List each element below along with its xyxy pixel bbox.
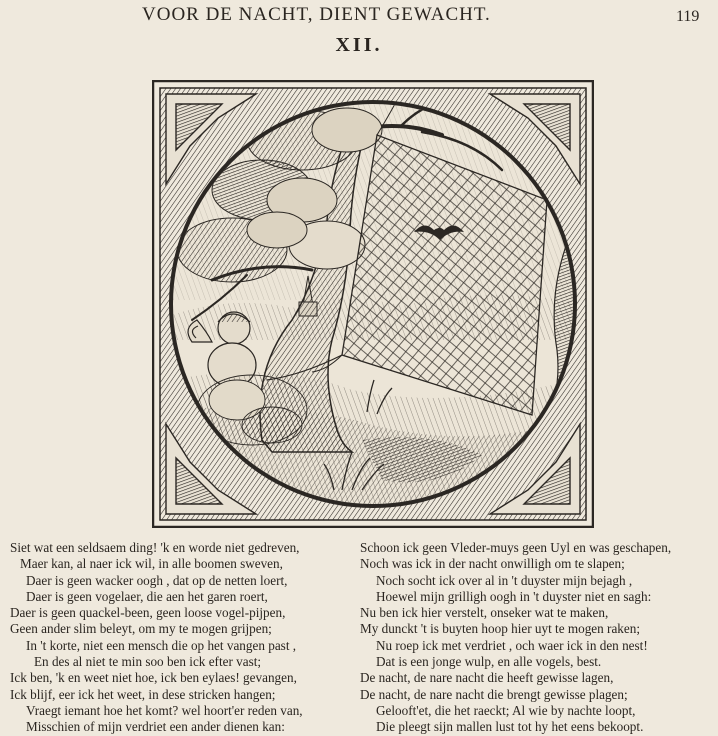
poem-line: Die pleegt sijn mallen lust tot hy het eens bekoopt. xyxy=(376,719,644,735)
poem-line: Misschien of mijn verdriet een ander dienen kan: xyxy=(26,719,285,735)
emblem-engraving xyxy=(152,80,594,528)
poem-line: Ick ben, 'k en weet niet hoe, ick ben eylaes! gevangen, xyxy=(10,670,297,686)
poem-line: Vraegt iemant hoe het komt? wel hoort'er reden van, xyxy=(26,702,303,718)
poem-line: Schoon ick geen Vleder-muys geen Uyl en was geschapen, xyxy=(360,540,672,555)
poem-line: De nacht, de nare nacht die heeft gewisse lagen, xyxy=(360,670,614,686)
page-number: 119 xyxy=(676,8,700,25)
poem-line: Nu roep ick met verdriet , och waer ick in den nest! xyxy=(376,637,648,653)
poem-line: Daer is geen vogelaer, die aen het garen roert, xyxy=(26,588,268,604)
poem-line: Dat is een jonge wulp, en alle vogels, best. xyxy=(376,654,602,670)
poem-line: In 't korte, niet een mensch die op het vangen past , xyxy=(26,637,297,653)
running-title: VOOR DE NACHT, DIENT GEWACHT. xyxy=(142,4,491,25)
poem-line: Daer is geen wacker oogh , dat op de netten loert, xyxy=(26,572,288,588)
poem-line: Geen ander slim beleyt, om my te mogen grijpen; xyxy=(10,621,272,637)
poem-line: Gelooft'et, die het raeckt; Al wie by nachte loopt, xyxy=(376,702,636,718)
poem-line: Noch socht ick over al in 't duyster mijn bejagh , xyxy=(376,572,633,588)
poem-line: De nacht, de nare nacht die brengt gewisse plagen; xyxy=(360,686,628,702)
running-head xyxy=(0,4,718,28)
poem-line: Daer is geen quackel-been, geen loose vogel-pijpen, xyxy=(10,605,286,621)
poem-right-column xyxy=(360,540,716,736)
poem-line: Ick blijf, eer ick het weet, in dese stricken hangen; xyxy=(10,686,276,702)
poem-line: Maer kan, al naer ick wil, in alle boomen sweven, xyxy=(20,556,283,572)
poem-line: Hoewel mijn grilligh oogh in 't duyster niet en sagh: xyxy=(376,588,652,604)
poem-line: Nu ben ick hier verstelt, onseker wat te maken, xyxy=(360,605,609,621)
emblem-number: XII. xyxy=(335,34,383,56)
poem-left-column xyxy=(10,540,355,736)
poem-line: Siet wat een seldsaem ding! 'k en worde niet gedreven, xyxy=(10,540,300,555)
poem-line: My dunckt 't is buyten hoop hier uyt te mogen raken; xyxy=(360,621,640,637)
poem-line: En des al niet te min soo ben ick efter vast; xyxy=(34,654,262,670)
poem-line: Noch was ick in der nacht onwilligh om te slapen; xyxy=(360,556,625,572)
